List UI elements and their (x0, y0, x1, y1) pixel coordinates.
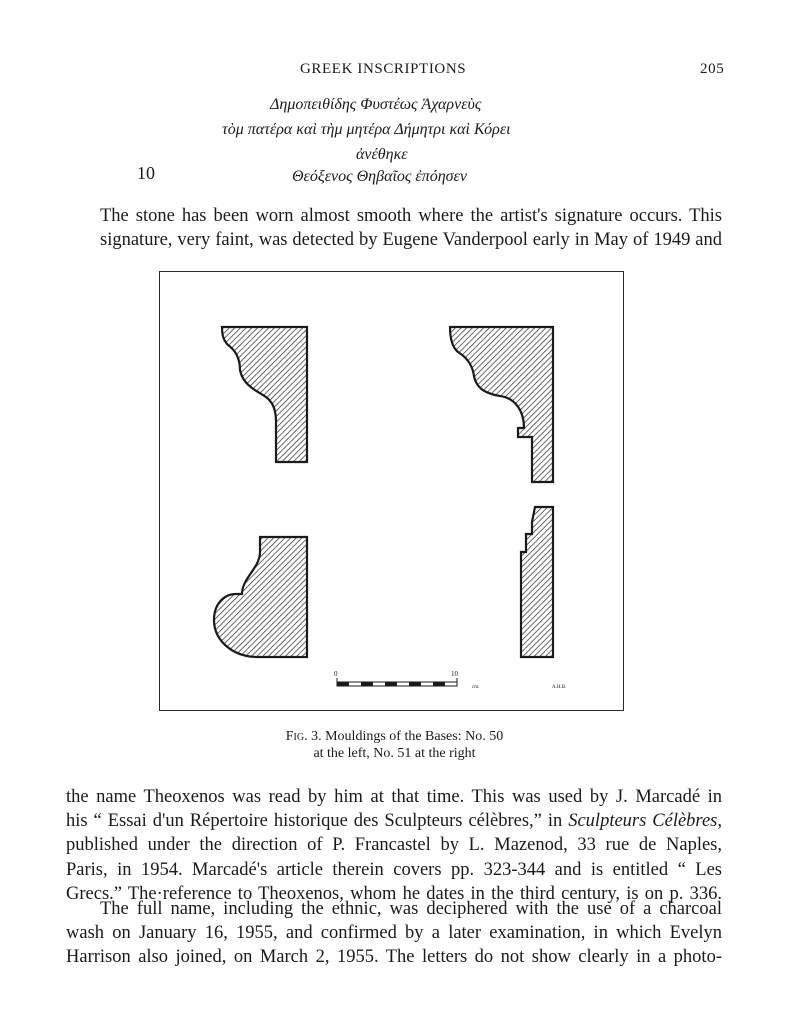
inscription-line-1: Δημοπειθίδης Φυστέως Ἀχαρνεὺς (270, 96, 482, 113)
paragraph-1 (100, 204, 722, 252)
draughtsman-initials: A.H.B. (552, 685, 567, 690)
figure-label: Fig. 3. (285, 729, 322, 744)
inscription-line-2: τὸμ πατέρα καὶ τὴμ μητέρα Δήμητρι καὶ Κόρει (222, 121, 511, 138)
paragraph-3-line-1: The full name, including the ethnic, was deciphered with the use of a charcoal (100, 899, 722, 919)
scale-end-label: 10 (451, 670, 458, 678)
figure-caption-line-1 (0, 729, 789, 745)
moulding-no50-top (222, 327, 307, 462)
paragraph-2-line-3: published under the direction of P. Francastel by L. Mazenod, 33 rue de Naples, (66, 835, 722, 856)
paragraph-1-line-2: signature, very faint, was detected by Eugene Vanderpool early in May of 1949 and (100, 230, 722, 251)
inscription-line-3: ἀνέθηκε (356, 146, 408, 163)
paragraph-2-line-4: Paris, in 1954. Marcadé's article therein covers pp. 323-344 and is entitled “ Les (66, 859, 722, 880)
paragraph-2-line-1: the name Theoxenos was read by him at that time. This was used by J. Marcadé in (66, 787, 722, 807)
moulding-no50-bottom (214, 537, 307, 657)
figure-caption-line-2: at the left, No. 51 at the right (313, 746, 476, 761)
page-number: 205 (700, 61, 725, 77)
paragraph-3-line-3: Harrison also joined, on March 2, 1955. The letters do not show clearly in a photo- (66, 947, 722, 968)
paragraph-2-line-2 (66, 809, 722, 833)
book-title: Sculpteurs Célèbres, (568, 811, 722, 832)
paragraph-3 (66, 897, 722, 970)
scale-unit-label: cm. (472, 685, 480, 690)
paragraph-2 (66, 785, 722, 906)
inscription-line-4: Θεόξενος Θηβαῖος ἐπόησεν (292, 168, 467, 185)
paragraph-2-line-2a: his “ Essai d'un Répertoire historique des Sculpteurs célèbres,” in (66, 811, 569, 832)
scale-bar (337, 678, 457, 686)
scale-start-label: 0 (334, 670, 338, 678)
mouldings-drawing (160, 272, 625, 712)
line-number: 10 (137, 163, 155, 183)
caption-text-1: Mouldings of the Bases: No. 50 (325, 729, 504, 744)
paragraph-2-line-5: Grecs.” The·reference to Theoxenos, whom he dates in the third century, is on p. 336. (66, 883, 722, 904)
figure-mouldings (159, 271, 624, 711)
paragraph-3-line-2: wash on January 16, 1955, and confirmed by a later examination, in which Evelyn (66, 923, 722, 944)
moulding-no51-top (450, 327, 553, 482)
running-title: GREEK INSCRIPTIONS (300, 61, 467, 77)
paragraph-1-line-1: The stone has been worn almost smooth where the artist's signature occurs. This (100, 206, 722, 226)
moulding-no51-bottom (521, 507, 553, 657)
